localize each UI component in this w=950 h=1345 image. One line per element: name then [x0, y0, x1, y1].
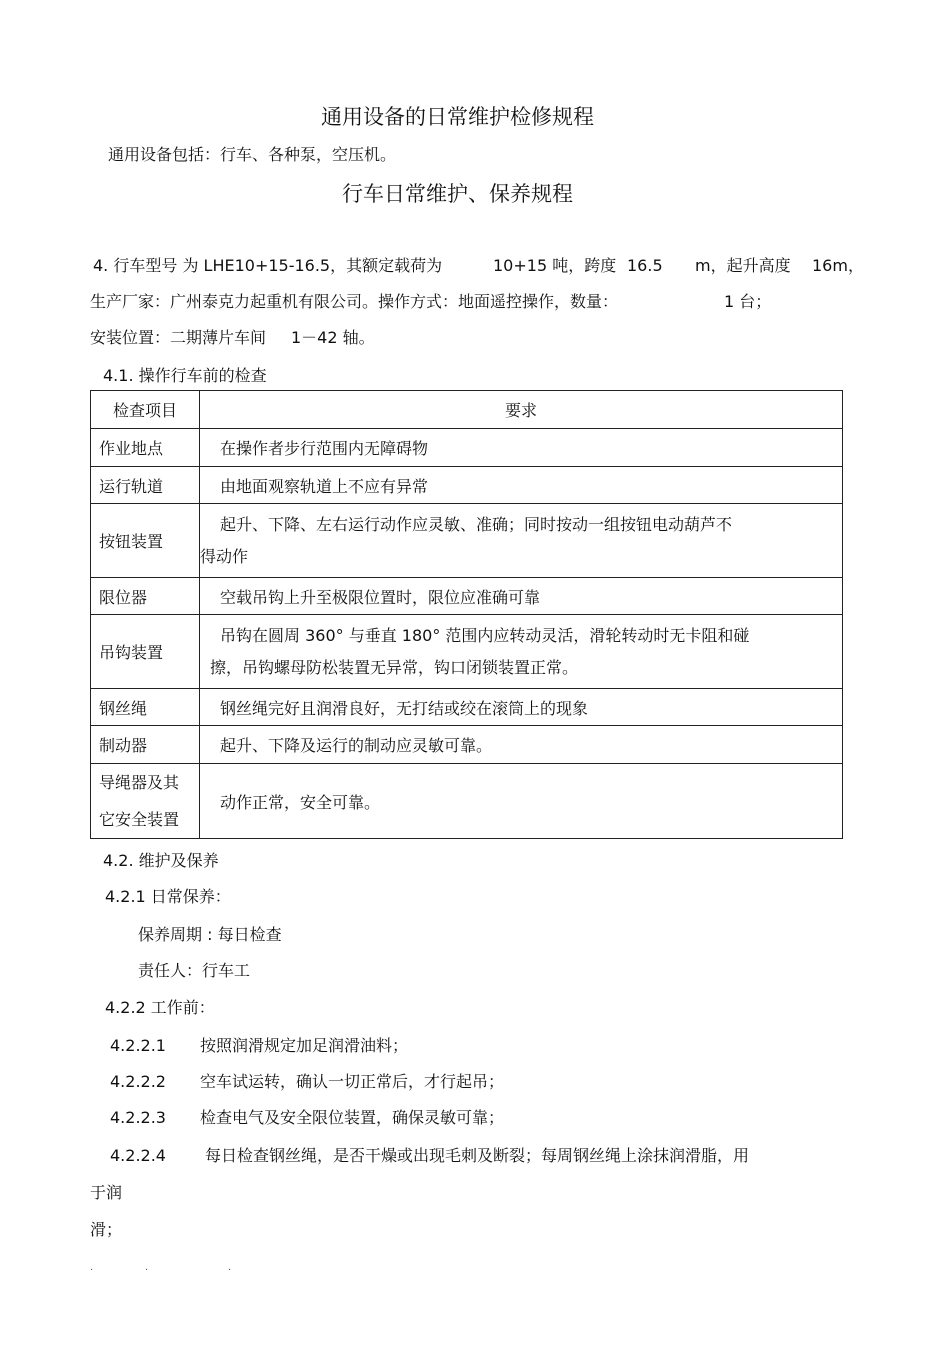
section-4-2-2: 4.2.2 工作前：	[105, 998, 215, 1017]
row-requirement	[200, 504, 843, 578]
footer-dot: .	[228, 1262, 232, 1273]
table-row	[91, 726, 843, 764]
row-item: 限位器	[91, 578, 200, 615]
item-number: 4.2.2.3	[110, 1108, 166, 1127]
table-header-row	[91, 391, 843, 429]
row-item: 运行轨道	[91, 467, 200, 504]
spec-line-2a: 生产厂家：广州泰克力起重机有限公司。操作方式：地面遥控操作，数量：	[90, 292, 619, 311]
row-item-line: 它安全装置	[99, 810, 180, 829]
footer-dot: .	[145, 1262, 149, 1273]
section-4-2-1: 4.2.1 日常保养：	[105, 887, 231, 906]
continuation-line-2: 滑；	[90, 1220, 123, 1239]
row-requirement: 空载吊钩上升至极限位置时，限位应准确可靠	[200, 578, 843, 615]
footer-dot: .	[90, 1262, 94, 1273]
responsible-person: 责任人：行车工	[138, 961, 251, 980]
row-requirement: 钢丝绳完好且润滑良好，无打结或绞在滚筒上的现象	[200, 689, 843, 726]
row-requirement-line: 擦，吊钩螺母防松装置无异常，钩口闭锁装置正常。	[210, 657, 579, 677]
row-requirement: 起升、下降及运行的制动应灵敏可靠。	[200, 726, 843, 764]
item-text: 检查电气及安全限位装置，确保灵敏可靠；	[200, 1108, 505, 1127]
table-row	[91, 504, 843, 578]
spec-line-3b: 1－42 轴。	[291, 328, 375, 347]
row-requirement: 由地面观察轨道上不应有异常	[200, 467, 843, 504]
row-requirement	[200, 615, 843, 689]
row-item	[91, 764, 200, 839]
spec-line-1b: 10+15 吨，跨度	[493, 256, 617, 275]
continuation-line-1: 于润	[90, 1183, 123, 1202]
item-text: 空车试运转，确认一切正常后，才行起吊；	[200, 1072, 505, 1091]
item-text: 按照润滑规定加足润滑油料；	[200, 1036, 409, 1055]
row-requirement: 动作正常，安全可靠。	[200, 764, 843, 839]
row-item: 钢丝绳	[91, 689, 200, 726]
maintenance-cycle: 保养周期 : 每日检查	[138, 925, 282, 944]
spec-line-1e: 16m，	[812, 256, 864, 275]
spec-line-1c: 16.5	[627, 256, 663, 275]
section-title: 行车日常维护、保养规程	[342, 182, 573, 206]
item-text: 每日检查钢丝绳，是否干燥或出现毛刺及断裂；每周钢丝绳上涂抹润滑脂，用	[205, 1146, 750, 1165]
row-item-line: 导绳器及其	[99, 773, 180, 792]
intro-text: 通用设备包括：行车、各种泵，空压机。	[108, 145, 397, 164]
section-4-2: 4.2. 维护及保养	[103, 851, 219, 870]
document-title: 通用设备的日常维护检修规程	[321, 105, 594, 129]
spec-line-3a: 安装位置：二期薄片车间	[90, 328, 267, 347]
table-row	[91, 578, 843, 615]
table-row	[91, 764, 843, 839]
spec-line-1a: 4. 行车型号 为 LHE10+15-16.5，其额定载荷为	[93, 256, 443, 275]
header-item: 检查项目	[91, 391, 200, 429]
section-4-1: 4.1. 操作行车前的检查	[103, 366, 267, 385]
inspection-table	[90, 390, 843, 839]
row-requirement-line: 得动作	[200, 546, 249, 566]
table-row	[91, 467, 843, 504]
table-row	[91, 429, 843, 467]
spec-line-1d: m，起升高度	[695, 256, 791, 275]
header-requirement: 要求	[200, 391, 843, 429]
row-item: 制动器	[91, 726, 200, 764]
spec-line-2b: 1 台；	[724, 292, 772, 311]
item-number: 4.2.2.1	[110, 1036, 166, 1055]
item-number: 4.2.2.4	[110, 1146, 166, 1165]
row-item: 吊钩装置	[91, 615, 200, 689]
item-number: 4.2.2.2	[110, 1072, 166, 1091]
row-requirement-line: 起升、下降、左右运行动作应灵敏、准确；同时按动一组按钮电动葫芦不	[220, 514, 733, 534]
row-item: 按钮装置	[91, 504, 200, 578]
row-requirement-line: 吊钩在圆周 360° 与垂直 180° 范围内应转动灵活，滑轮转动时无卡阻和碰	[220, 625, 750, 645]
row-requirement: 在操作者步行范围内无障碍物	[200, 429, 843, 467]
table-row	[91, 689, 843, 726]
row-item: 作业地点	[91, 429, 200, 467]
table-row	[91, 615, 843, 689]
